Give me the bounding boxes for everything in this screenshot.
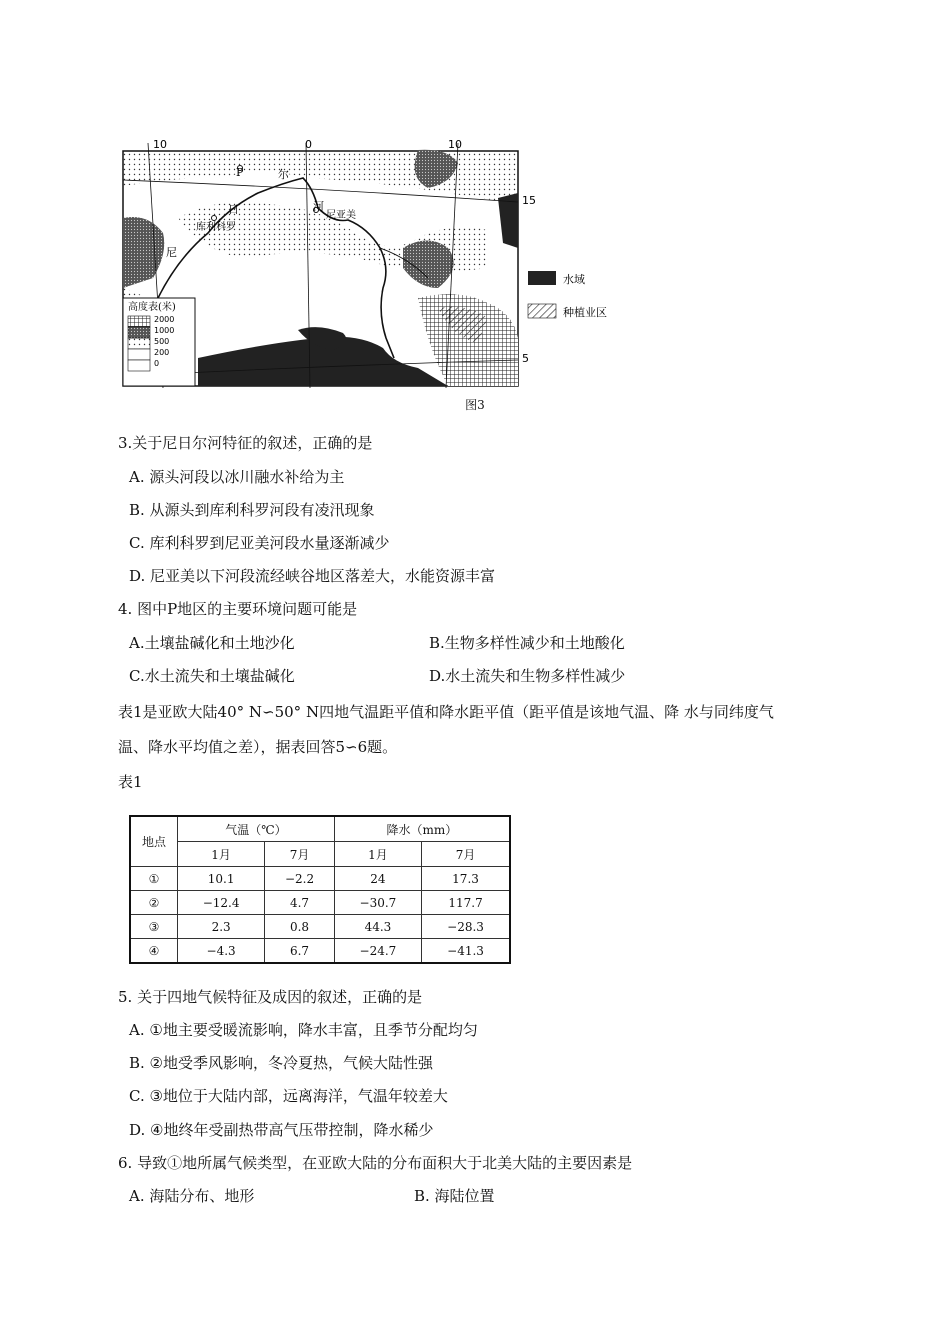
legend-level-2000: 2000 [154,315,175,324]
legend-water-label: 水域 [563,273,585,286]
cell-precip-jan: −24.7 [334,939,421,964]
header-place: 地点 [130,816,178,867]
question-4-option-c: C.水土流失和土壤盐碱化 [129,667,295,685]
question-6-option-a: A. 海陆分布、地形 [129,1187,255,1205]
label-niamey: 尼亚美 [326,210,356,221]
legend-water-swatch [528,271,556,285]
question-5-stem: 5. 关于四地气候特征及成因的叙述，正确的是 [118,988,423,1006]
table-row [130,915,510,939]
lat-label-5n: 5 [522,352,529,365]
table-row [130,891,510,915]
subheader-temp-jul: 7月 [265,842,335,867]
map-figure [118,138,618,390]
table-intro-line-1: 表1是亚欧大陆40° N∽50° N四地气温距平值和降水距平值（距平值是该地气温、降 水与同纬度气 [118,703,774,721]
cell-precip-jan: −30.7 [334,891,421,915]
subheader-precip-jul: 7月 [422,842,510,867]
cell-temp-jul: 4.7 [265,891,335,915]
question-4-option-a: A.土壤盐碱化和土地沙化 [129,634,295,652]
question-5-option-a: A. ①地主要受暖流影响，降水丰富，且季节分配均匀 [129,1021,478,1039]
label-he: 河 [313,200,324,213]
map-legend [528,271,607,319]
cell-place: ① [130,867,178,891]
cell-place: ④ [130,939,178,964]
label-er: 尔 [278,168,289,181]
cell-precip-jan: 24 [334,867,421,891]
koulikoro-marker [212,216,217,221]
lat-label-15n: 15 [522,194,536,207]
table-1 [129,815,511,964]
cell-place: ② [130,891,178,915]
cell-precip-jul: −41.3 [422,939,510,964]
cell-temp-jan: −4.3 [178,939,265,964]
question-5-option-d: D. ④地终年受副热带高气压带控制，降水稀少 [129,1121,434,1139]
legend-plantation-label: 种植业区 [563,306,607,319]
question-3-option-a: A. 源头河段以冰川融水补给为主 [129,468,345,486]
question-4-stem: 4. 图中P地区的主要环境问题可能是 [118,600,358,618]
legend-level-200: 200 [154,348,170,357]
question-4-option-d: D.水土流失和生物多样性减少 [429,667,626,685]
elevation-legend [123,298,195,386]
cell-temp-jul: 0.8 [265,915,335,939]
cell-temp-jul: −2.2 [265,867,335,891]
figure-caption: 图3 [465,398,485,412]
cell-precip-jan: 44.3 [334,915,421,939]
question-5-option-b: B. ②地受季风影响，冬冷夏热，气候大陆性强 [129,1054,434,1072]
question-3-stem: 3.关于尼日尔河特征的叙述，正确的是 [118,434,373,452]
question-3-option-b: B. 从源头到库利科罗河段有凌汛现象 [129,501,375,519]
table-row [130,867,510,891]
elevation-legend-title: 高度表(米) [128,302,176,313]
subheader-precip-jan: 1月 [334,842,421,867]
legend-level-1000: 1000 [154,326,175,335]
header-temperature: 气温（℃） [178,816,335,842]
lon-label-10e: 10 [448,138,462,151]
cell-temp-jan: −12.4 [178,891,265,915]
lon-label-0: 0 [305,138,312,151]
label-koulikoro: 库利科罗 [196,222,236,233]
cell-temp-jan: 2.3 [178,915,265,939]
legend-plantation-swatch [528,304,556,318]
cell-precip-jul: 117.7 [422,891,510,915]
label-p: P [236,166,244,179]
legend-level-500: 500 [154,337,170,346]
legend-level-0: 0 [154,359,160,368]
header-precipitation: 降水（mm） [334,816,510,842]
label-ni: 尼 [166,246,177,259]
cell-temp-jan: 10.1 [178,867,265,891]
table-intro-line-2: 温、降水平均值之差），据表回答5∽6题。 [118,738,398,756]
question-4-option-b: B.生物多样性减少和土地酸化 [429,634,625,652]
question-6-option-b: B. 海陆位置 [414,1187,495,1205]
cell-place: ③ [130,915,178,939]
question-6-stem: 6. 导致①地所属气候类型，在亚欧大陆的分布面积大于北美大陆的主要因素是 [118,1154,633,1172]
cell-precip-jul: 17.3 [422,867,510,891]
question-3-option-c: C. 库利科罗到尼亚美河段水量逐渐减少 [129,534,390,552]
question-3-option-d: D. 尼亚美以下河段流经峡谷地区落差大，水能资源丰富 [129,567,496,585]
question-5-option-c: C. ③地位于大陆内部，远离海洋，气温年较差大 [129,1087,448,1105]
table-row [130,939,510,964]
cell-temp-jul: 6.7 [265,939,335,964]
lon-label-10w: 10 [153,138,167,151]
table-label: 表1 [118,773,143,791]
subheader-temp-jan: 1月 [178,842,265,867]
label-ri: 日 [228,203,239,216]
cell-precip-jul: −28.3 [422,915,510,939]
niger-river-map [118,138,618,390]
